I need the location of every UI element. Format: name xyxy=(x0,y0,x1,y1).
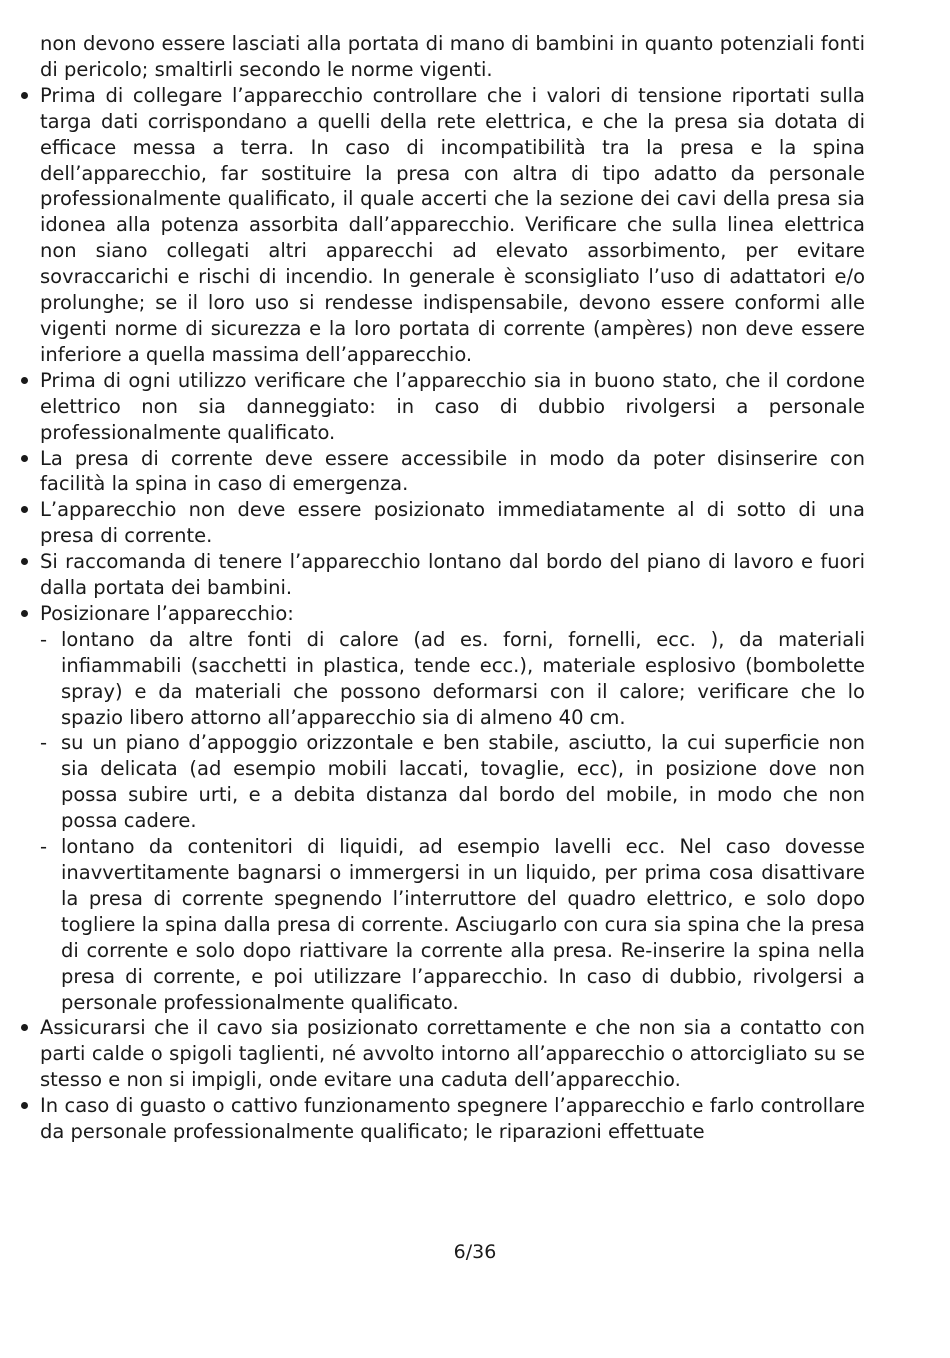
bullet-item-cable-position xyxy=(40,1015,865,1093)
safety-bullet-list xyxy=(40,83,865,1145)
dash-marker: - xyxy=(40,835,48,859)
bullet-text: In caso di guasto o cattivo funzionamento spegnere l’apparecchio e farlo controllare da personale professionalmente qualificato; le riparazioni effettuate xyxy=(40,1094,865,1144)
bullet-item-socket-access xyxy=(40,446,865,498)
dash-marker: - xyxy=(40,731,48,755)
bullet-item-away-from-edge xyxy=(40,549,865,601)
positioning-sub-list xyxy=(40,627,865,1016)
bullet-dot-icon xyxy=(21,455,28,462)
sub-item-liquids xyxy=(40,834,865,1015)
dash-marker: - xyxy=(40,627,48,651)
bullet-item-not-below-socket xyxy=(40,497,865,549)
bullet-dot-icon xyxy=(21,92,28,99)
bullet-dot-icon xyxy=(21,558,28,565)
sub-item-text: su un piano d’appoggio orizzontale e ben stabile, asciutto, la cui superficie non sia delicata (ad esempio mobili laccati, tovaglie, ecc), in posizione dove non possa subire urti, e a debita distanza dal bordo del mobile, in modo che non possa cadere. xyxy=(61,731,865,833)
bullet-dot-icon xyxy=(21,1024,28,1031)
bullet-item-positioning xyxy=(40,601,865,1016)
sub-item-text: lontano da altre fonti di calore (ad es. forni, fornelli, ecc. ), da materiali infiammabili (sacchetti in plastica, tende ecc.), materiale esplosivo (bombolette spray) e da materiali che possono deformarsi con il calore; verificare che lo spazio libero attorno all’apparecchio sia di almeno 40 cm. xyxy=(61,627,865,729)
document-body xyxy=(40,31,865,1145)
bullet-item-cord-check xyxy=(40,368,865,446)
bullet-text: L’apparecchio non deve essere posizionato immediatamente al di sotto di una presa di corrente. xyxy=(40,498,865,548)
bullet-item-voltage-check xyxy=(40,83,865,368)
bullet-text: Posizionare l’apparecchio: xyxy=(40,601,294,625)
page-number: 6/36 xyxy=(453,1241,497,1263)
sub-item-text: lontano da contenitori di liquidi, ad esempio lavelli ecc. Nel caso dovesse inavvertitamente bagnarsi o immergersi in un liquido, per prima cosa disattivare la presa di corrente spegnendo l’interruttore del quadro elettrico, e solo dopo togliere la spina dalla presa di corrente. Asciugarlo con cura sia spina che la presa di corrente e solo dopo riattivare la corrente alla presa. Re-inserire la spina nella presa di corrente, e poi utilizzare l’apparecchio. In caso di dubbio, rivolgersi a personale professionalmente qualificato. xyxy=(61,835,865,1014)
bullet-dot-icon xyxy=(21,610,28,617)
bullet-dot-icon xyxy=(21,506,28,513)
bullet-text: Prima di collegare l’apparecchio controllare che i valori di tensione riportati sulla targa dati corrispondano a quelli della rete elettrica, e che la presa sia dotata di efficace messa a terra. In caso di incompatibilità tra la presa e la spina dell’apparecchio, far sostituire la presa con altra di tipo adatto da personale professionalmente qualificato, il quale accerti che la sezione dei cavi della presa sia idonea alla potenza assorbita dall’apparecchio. Verificare che sulla linea elettrica non siano collegati altri apparecchi ad elevato assorbimento, per evitare sovraccarichi e rischi di incendio. In generale è sconsigliato l’uso di adattatori e/o prolunghe; se il loro uso si rendesse indispensabile, devono essere conformi alle vigenti norme di sicurezza e la loro portata di corrente (ampères) non deve essere inferiore a quella massima dell’apparecchio. xyxy=(40,83,865,366)
bullet-dot-icon xyxy=(21,377,28,384)
bullet-text: Si raccomanda di tenere l’apparecchio lontano dal bordo del piano di lavoro e fuori dalla portata dei bambini. xyxy=(40,550,865,600)
bullet-text: Assicurarsi che il cavo sia posizionato correttamente e che non sia a contatto con parti calde o spigoli taglienti, né avvolto intorno all’apparecchio o attorcigliato su se stesso e non si impigli, onde evitare una caduta dell’apparecchio. xyxy=(40,1016,865,1092)
bullet-dot-icon xyxy=(21,1102,28,1109)
bullet-text: Prima di ogni utilizzo verificare che l’apparecchio sia in buono stato, che il cordone elettrico non sia danneggiato: in caso di dubbio rivolgersi a personale professionalmente qualificato. xyxy=(40,368,865,444)
bullet-text: La presa di corrente deve essere accessibile in modo da poter disinserire con facilità la spina in caso di emergenza. xyxy=(40,446,865,496)
sub-item-stable-surface xyxy=(40,730,865,834)
sub-item-heat-sources xyxy=(40,627,865,731)
intro-paragraph: non devono essere lasciati alla portata di mano di bambini in quanto potenziali fonti di pericolo; smaltirli secondo le norme vigenti. xyxy=(40,32,865,81)
bullet-item-malfunction xyxy=(40,1093,865,1145)
